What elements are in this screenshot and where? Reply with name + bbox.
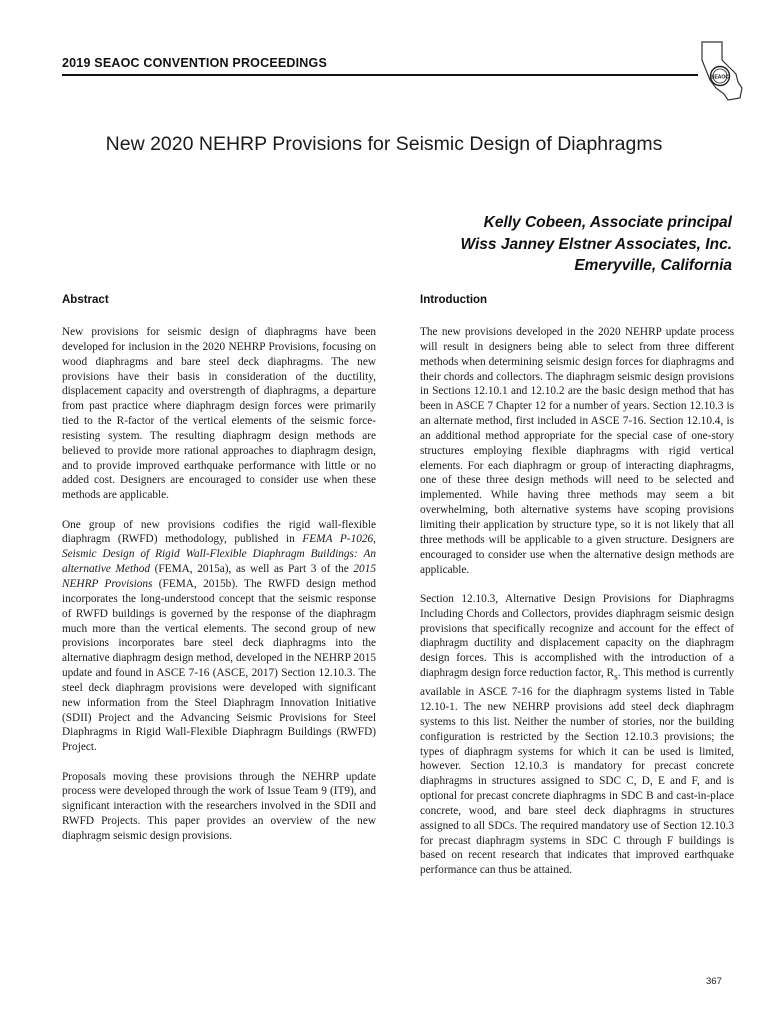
introduction-column xyxy=(420,294,734,893)
abstract-paragraph-3: Proposals moving these provisions through the NEHRP update process were developed through the work of Issue Team 9 (IT9), and significant interaction with the researchers involved in the SDII and RWFD Projects. This paper provides an overview of the new diaphragm seismic design provisions. xyxy=(62,770,376,842)
abstract-column xyxy=(62,294,376,858)
introduction-heading: Introduction xyxy=(420,294,488,306)
abstract-paragraph-1: New provisions for seismic design of diaphragms have been developed for inclusion in the 2020 NEHRP Provisions, focusing on wood diaphragms and bare steel deck diaphragms. The new provisions have their basis in consideration of the ductility, displacement capacity and overstrength of diaphragms, a departure from past practice where diaphragm design forces were primarily tied to the R-factor of the vertical elements of the seismic force-resisting system. The resulting diaphragm design methods are believed to provide more rational approaches to diaphragm design, and to provide improved earthquake performance with little or no added cost. Designers are encouraged to consider use when these methods are applicable. xyxy=(62,326,376,502)
svg-text:SEAOC: SEAOC xyxy=(711,74,729,81)
page-number: 367 xyxy=(706,976,722,987)
introduction-paragraph-1: The new provisions developed in the 2020 NEHRP update process will result in designers being able to select from three different methods when determining seismic design forces for diaphragms and their chords and collectors. The diaphragm seismic design provisions in Sections 12.10.1 and 12.10.2 are the basic design method that has been in ASCE 7 Chapter 12 for a number of years. Section 12.10.3 is an alternate method, first included in ASCE 7-16. Section 12.10.4, is an additional method appropriate for the special case of one-story structures employing flexible diaphragms with rigid vertical elements. For each diaphragm or group of interacting diaphragms, one of these three design methods will need to be selected and implemented. While having three methods may seem a bit overwhelming, both alternative systems have scoping provisions limiting their application by structure type, so it is not likely that all three methods will be applicable to a given structure. Designers are encouraged to consider use when the alternative design methods are applicable. xyxy=(420,326,734,576)
author-name: Kelly Cobeen, Associate principal xyxy=(483,214,732,231)
author-location: Emeryville, California xyxy=(574,257,732,274)
header-rule xyxy=(62,74,698,76)
proceedings-header: 2019 SEAOC CONVENTION PROCEEDINGS xyxy=(62,56,327,70)
introduction-paragraph-2: Section 12.10.3, Alternative Design Provisions for Diaphragms Including Chords and Collectors, provides diaphragm seismic design provisions that specifically recognize and account for the effect of diaphragm ductility and displacement capacity on the diaphragm design forces. This is accomplished with the introduction of a diaphragm design force reduction factor, $R_s$. This method is currently available in ASCE 7-16 for the diaphragm systems listed in Table 12.10-1. The new NEHRP provisions add steel deck diaphragm systems to this list. Neither the number of stories, nor the building configuration is restricted by the Section 12.10.3 provisions; the types of diaphragm systems for which it can be used is limited, however. Section 12.10.3 is mandatory for precast concrete diaphragms in structures assigned to SDC C, D, E and F, and is optional for precast concrete diaphragms in SDC B and cast-in-place concrete, wood, and bare steel deck diaphragms in structures assigned to all SDCs. The required mandatory use of Section 12.10.3 for precast diaphragm systems in SDC C through F buildings is based on recent research that indicates that improved earthquake performance can thus be attained. xyxy=(420,592,734,877)
paper-title: New 2020 NEHRP Provisions for Seismic Design of Diaphragms xyxy=(105,133,663,155)
author-block xyxy=(460,212,732,277)
author-affiliation: Wiss Janney Elstner Associates, Inc. xyxy=(460,235,732,253)
seaoc-california-logo xyxy=(696,40,746,102)
abstract-heading: Abstract xyxy=(62,294,109,306)
abstract-paragraph-2: One group of new provisions codifies the rigid wall-flexible diaphragm (RWFD) methodology, published in FEMA P-1026, Seismic Design of Rigid Wall-Flexible Diaphragm Buildings: An alternative Method (FEMA, 2015a), as well as Part 3 of the 2015 NEHRP Provisions (FEMA, 2015b). The RWFD design method incorporates the long-understood concept that the seismic response of RWFD buildings is governed by the response of the diaphragm much more than the vertical elements. The second group of new provisions incorporates bare steel deck diaphragms into the alternative diaphragm design method, developed in the NEHRP 2015 update and found in ASCE 7-16 (ASCE, 2017) Section 12.10.3. The steel deck diaphragm provisions were developed with significant new information from the Steel Diaphragm Innovation Initiative (SDII) Project and the Advancing Seismic Provisions for Steel Diaphragms in Rigid Wall-Flexible Diaphragm Buildings (RWFD) Project. xyxy=(62,518,377,754)
